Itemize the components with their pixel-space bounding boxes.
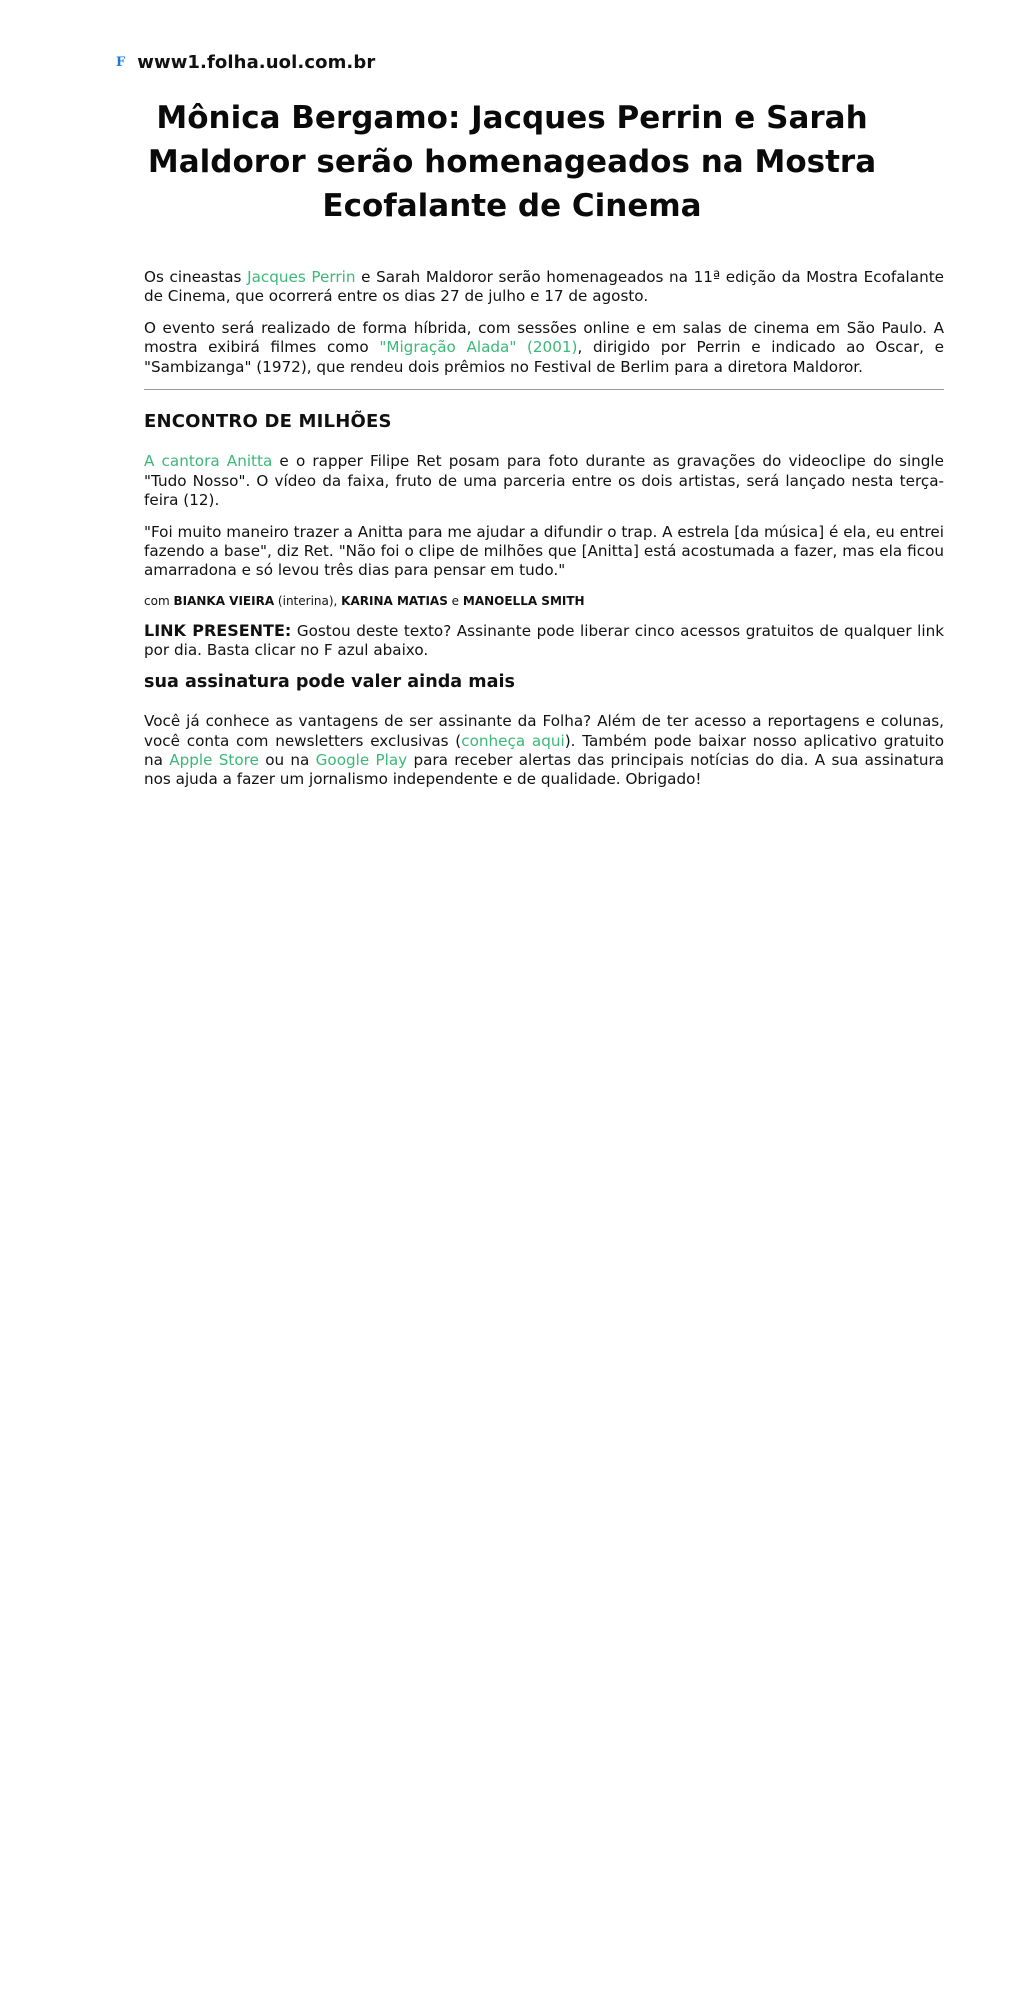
link-presente-paragraph: [144, 621, 944, 661]
byline-author-2: KARINA MATIAS: [341, 593, 448, 608]
section-title: ENCONTRO DE MILHÕES: [144, 411, 392, 433]
text: e Sarah Maldoror serão homenageados na 11ª edição da Mostra Ecofalante de Cinema, que ocorrerá entre os dias 27 de julho e 17 de agosto.: [144, 268, 944, 306]
promo-title: sua assinatura pode valer ainda mais: [144, 671, 516, 692]
text: O evento será realizado de forma híbrida, com sessões online e em salas de cinema em São Paulo. A mostra exibirá filmes como: [144, 318, 944, 357]
text: , dirigido por Perrin e indicado ao Oscar, e "Sambizanga" (1972), que rendeu dois prêmios no Festival de Berlim para a diretora Maldoror.: [144, 338, 945, 376]
byline-note: (interina),: [274, 593, 342, 608]
text: Os cineastas: [144, 268, 248, 286]
link-google-play[interactable]: Google Play: [315, 750, 408, 769]
text: e o rapper Filipe Ret posam para foto durante as gravações do videoclipe do single "Tudo Nosso". O vídeo da faixa, fruto de uma parceria entre os dois artistas, será lançado nesta terça-feira (12).: [144, 452, 944, 510]
link-cantora-anitta[interactable]: A cantora Anitta: [144, 452, 273, 471]
link-migracao-alada[interactable]: "Migração Alada" (2001): [379, 338, 578, 357]
section-divider: [144, 389, 944, 390]
site-header: [116, 52, 375, 73]
intro-paragraph-1: [144, 268, 944, 307]
link-jacques-perrin[interactable]: Jacques Perrin: [247, 268, 356, 286]
link-presente-label: LINK PRESENTE:: [144, 620, 292, 640]
folha-favicon-icon: F: [116, 55, 126, 70]
link-conheca-aqui[interactable]: conheça aqui: [461, 731, 565, 750]
site-domain: www1.folha.uol.com.br: [137, 52, 376, 73]
section-paragraph-1: [144, 452, 944, 510]
link-presente-text: Gostou deste texto? Assinante pode liberar cinco acessos gratuitos de qualquer link por dia. Basta clicar no F azul abaixo.: [144, 621, 944, 660]
text: ou na: [258, 750, 316, 769]
byline-prefix: com: [144, 593, 174, 608]
byline-author-3: MANOELLA SMITH: [462, 593, 585, 608]
byline: [144, 593, 944, 609]
article-headline: Mônica Bergamo: Jacques Perrin e Sarah Maldoror serão homenageados na Mostra Ecofalante de Cinema: [147, 100, 877, 224]
intro-paragraph-2: [144, 319, 944, 377]
section-paragraph-2: "Foi muito maneiro trazer a Anitta para me ajudar a difundir o trap. A estrela [da música] é ela, eu entrei fazendo a base", diz Ret. "Não foi o clipe de milhões que [Anitta] está acostumada a fazer, mas ela ficou amarradona e só levou três dias para pensar em tudo.": [144, 522, 944, 580]
text: para receber alertas das principais notícias do dia. A sua assinatura nos ajuda a fazer um jornalismo independente e de qualidade. Obrigado!: [144, 750, 945, 789]
article-body: [144, 268, 944, 802]
byline-author-1: BIANKA VIEIRA: [173, 593, 275, 608]
promo-paragraph: [144, 712, 944, 790]
text: Você já conhece as vantagens de ser assinante da Folha? Além de ter acesso a reportagens e colunas, você conta com newsletters exclusivas (: [144, 712, 944, 750]
link-apple-store[interactable]: Apple Store: [169, 750, 259, 769]
text: ). Também pode baixar nosso aplicativo gratuito na: [144, 731, 945, 769]
byline-separator: e: [447, 593, 463, 608]
